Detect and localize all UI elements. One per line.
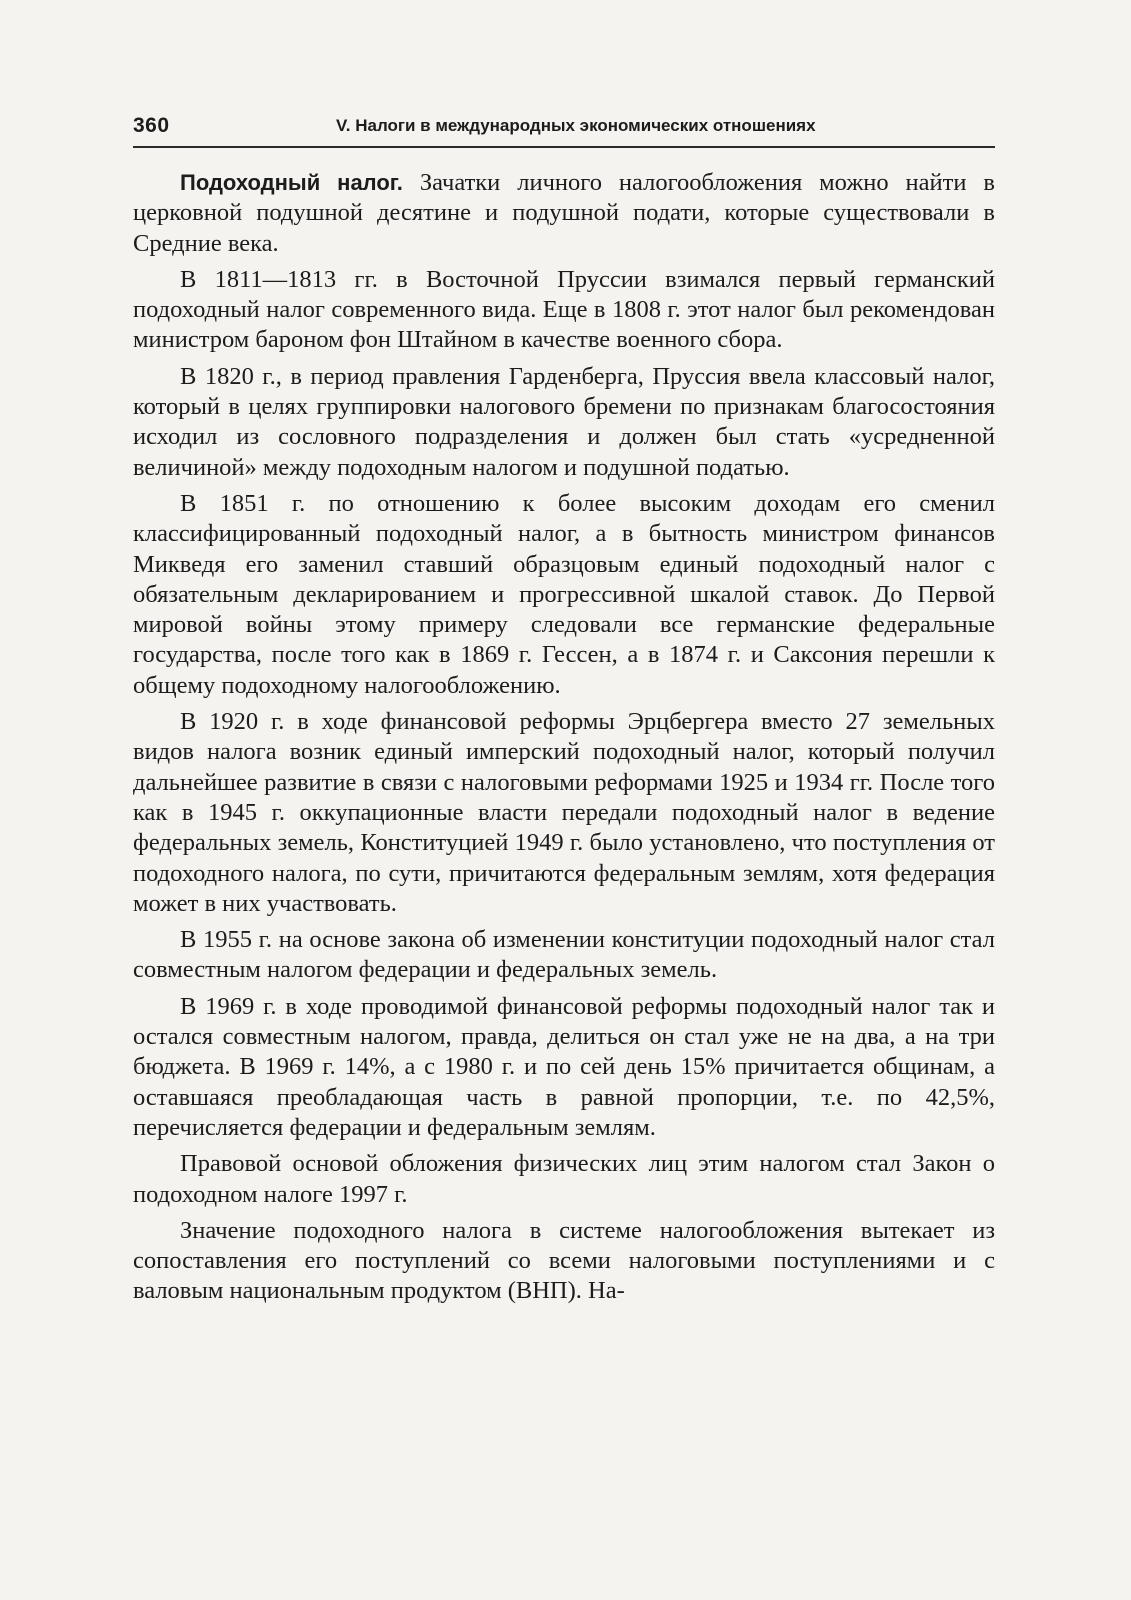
section-run-in-heading: Подоходный налог.: [180, 170, 403, 195]
paragraph-1851: [133, 489, 995, 701]
paragraph-text: Правовой основой обложения физических лиц этим налогом стал Закон о подоходном налоге 1997 г.: [133, 1150, 995, 1208]
paragraph-1820: [133, 362, 995, 483]
paragraph-text: В 1851 г. по отношению к более высоким доходам его сменил классифицированный подоходный налог, а в бытность министром финансов Микведя его заменил ставший образцовым единый подоходный налог с обязательным декларированием и прогрессивной шкалой ставок. До Первой мировой войны этому примеру следовали все германские федеральные государства, после того как в 1869 г. Гессен, а в 1874 г. и Саксония перешли к общему подоходному налогообложению.: [133, 489, 995, 699]
page-number: 360: [133, 114, 170, 137]
paragraph-text: В 1920 г. в ходе финансовой реформы Эрцбергера вместо 27 земельных видов налога возник единый имперский подоходный налог, который получил дальнейшее развитие в связи с налоговыми реформами 1925 и 1934 гг. После того как в 1945 г. оккупационные власти передали подоходный налог в ведение федеральных земель, Конституцией 1949 г. было установлено, что поступления от подоходного налога, по сути, причитаются федеральным землям, хотя федерация может в них участвовать.: [133, 708, 995, 917]
body-text: [133, 168, 995, 1313]
paragraph-1920: [133, 707, 995, 919]
paragraph-1811: [133, 265, 995, 356]
paragraph-text: Значение подоходного налога в системе налогообложения вытекает из сопоставления его поступлений со всеми налоговыми поступлениями и с валовым национальным продуктом (ВНП). На-: [133, 1216, 995, 1305]
paragraph-legal-basis: [133, 1149, 995, 1210]
running-title: V. Налоги в международных экономических отношениях: [336, 116, 816, 135]
paragraph-text: Зачатки личного налогообложения можно найти в церковной подушной десятине и подушной подати, которые существовали в Средние века.: [133, 169, 995, 257]
paragraph-1955: [133, 925, 995, 986]
page-header: [133, 110, 995, 148]
paragraph-1969: [133, 992, 995, 1143]
paragraph-significance: [133, 1216, 995, 1307]
paragraph-income-tax-intro: [133, 168, 995, 259]
paragraph-text: В 1955 г. на основе закона об изменении конституции подоходный налог стал совместным налогом федерации и федеральных земель.: [133, 926, 995, 984]
paragraph-text: В 1820 г., в период правления Гарденберга, Пруссия ввела классовый налог, который в целях группировки налогового бремени по признакам благосостояния исходил из сословного подразделения и должен был стать «усредненной величиной» между подоходным налогом и подушной податью.: [133, 362, 995, 481]
paragraph-text: В 1969 г. в ходе проводимой финансовой реформы подоходный налог так и остался совместным налогом, правда, делиться он стал уже не на два, а на три бюджета. В 1969 г. 14%, а с 1980 г. и по сей день 15% причитается общинам, а оставшаяся преобладающая часть в равной пропорции, т.е. по 42,5%, перечисляется федерации и федеральным землям.: [133, 992, 995, 1141]
paragraph-text: В 1811—1813 гг. в Восточной Пруссии взимался первый германский подоходный налог современного вида. Еще в 1808 г. этот налог был рекомендован министром бароном фон Штайном в качестве военного сбора.: [133, 265, 995, 354]
